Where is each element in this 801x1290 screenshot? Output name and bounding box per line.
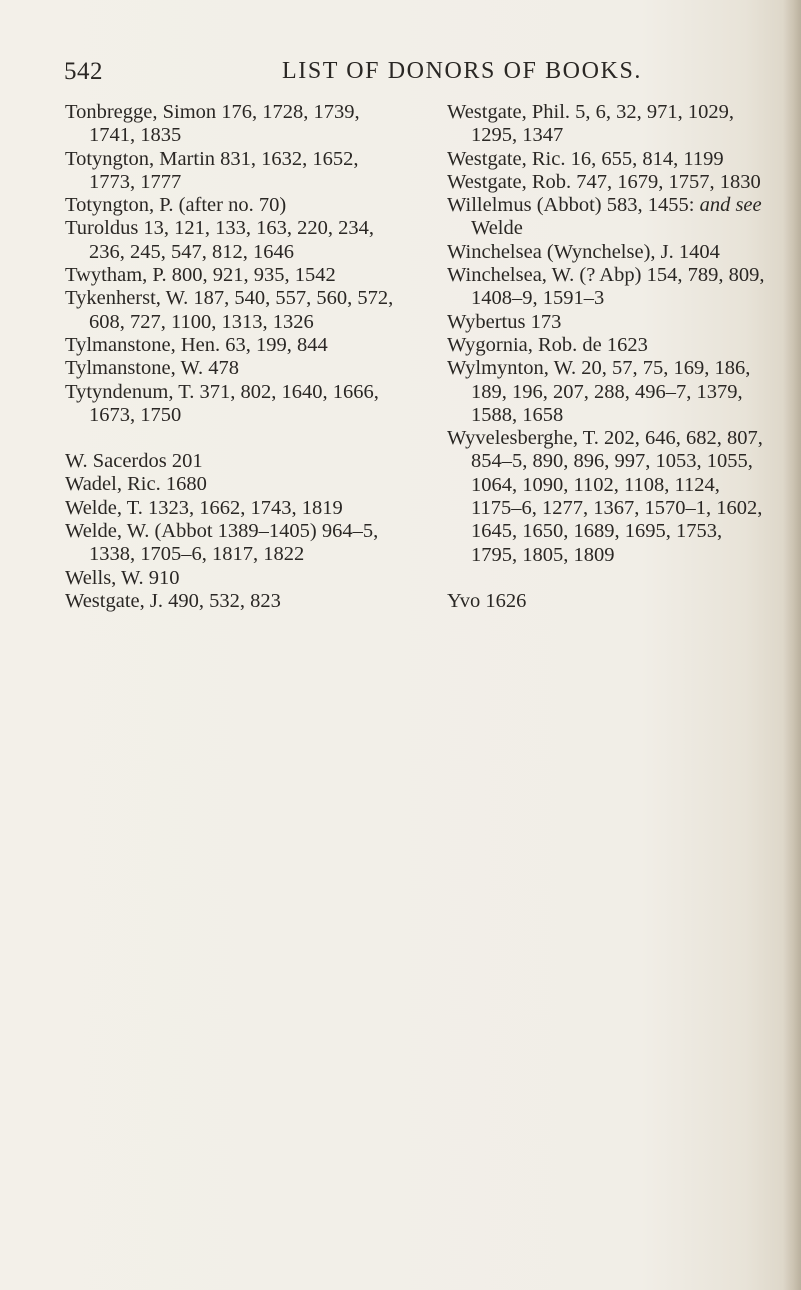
cross-reference: and see [699,194,762,217]
donor-entry: Wells, W. 910 [65,566,180,589]
donor-entry: Tykenherst, W. 187, 540, 557, 560, 572, 608, 727, 1100, 1313, 1326 [65,287,394,333]
donor-entry-text: Willelmus (Abbot) 583, 1455: [447,194,695,217]
donor-entry: Westgate, Phil. 5, 6, 32, 971, 1029, 1295, 1347 [447,101,735,147]
donor-entry: W. Sacerdos 201 [65,450,203,473]
page-number: 542 [64,58,103,85]
donor-entry: Wybertus 173 [447,310,562,333]
running-title: LIST OF DONORS OF BOOKS. [282,58,643,84]
donor-entry: Welde, T. 1323, 1662, 1743, 1819 [65,496,343,519]
page-edge-shadow [783,0,801,1290]
donor-entry: Westgate, Rob. 747, 1679, 1757, 1830 [447,170,761,193]
section-gap [447,567,767,590]
donor-entry: Wylmynton, W. 20, 57, 75, 169, 186, 189, 196, 207, 288, 496–7, 1379, 1588, 1658 [447,357,751,426]
donor-entry: Tytyndenum, T. 371, 802, 1640, 1666, 1673, 1750 [65,380,379,426]
left-column [65,101,400,613]
right-column [447,101,767,613]
donor-entry: Welde, W. (Abbot 1389–1405) 964–5, 1338, 1705–6, 1817, 1822 [65,520,379,566]
donor-entry: Wadel, Ric. 1680 [65,473,207,496]
donor-entry: Wyvelesberghe, T. 202, 646, 682, 807, 854–5, 890, 896, 997, 1053, 1055, 1064, 1090, 1102, 1108, 1124, 1175–6, 1277, 1367, 1570–1, 1602, 1645, 1650, 1689, 1695, 1753, 1795, 1805, 1809 [447,427,763,566]
donor-entry: Totyngton, Martin 831, 1632, 1652, 1773, 1777 [65,147,359,193]
donor-entry: Tylmanstone, W. 478 [65,357,239,380]
cross-reference-target: Welde [471,217,523,240]
donor-entry: Yvo 1626 [447,589,527,612]
donor-entry: Westgate, Ric. 16, 655, 814, 1199 [447,147,724,170]
donor-entry: Tylmanstone, Hen. 63, 199, 844 [65,333,328,356]
donor-entry: Winchelsea, W. (? Abp) 154, 789, 809, 1408–9, 1591–3 [447,264,765,310]
donor-entry: Wygornia, Rob. de 1623 [447,333,648,356]
section-gap [65,427,400,450]
donor-entry: Tonbregge, Simon 176, 1728, 1739, 1741, 1835 [65,101,360,147]
donor-entry: Twytham, P. 800, 921, 935, 1542 [65,264,336,287]
donor-entry: Winchelsea (Wynchelse), J. 1404 [447,240,720,263]
donor-entry: Turoldus 13, 121, 133, 163, 220, 234, 236, 245, 547, 812, 1646 [65,217,375,263]
donor-entry: Westgate, J. 490, 532, 823 [65,589,281,612]
donor-entry: Totyngton, P. (after no. 70) [65,194,287,217]
donor-entry [447,194,767,241]
page-header [64,58,704,92]
